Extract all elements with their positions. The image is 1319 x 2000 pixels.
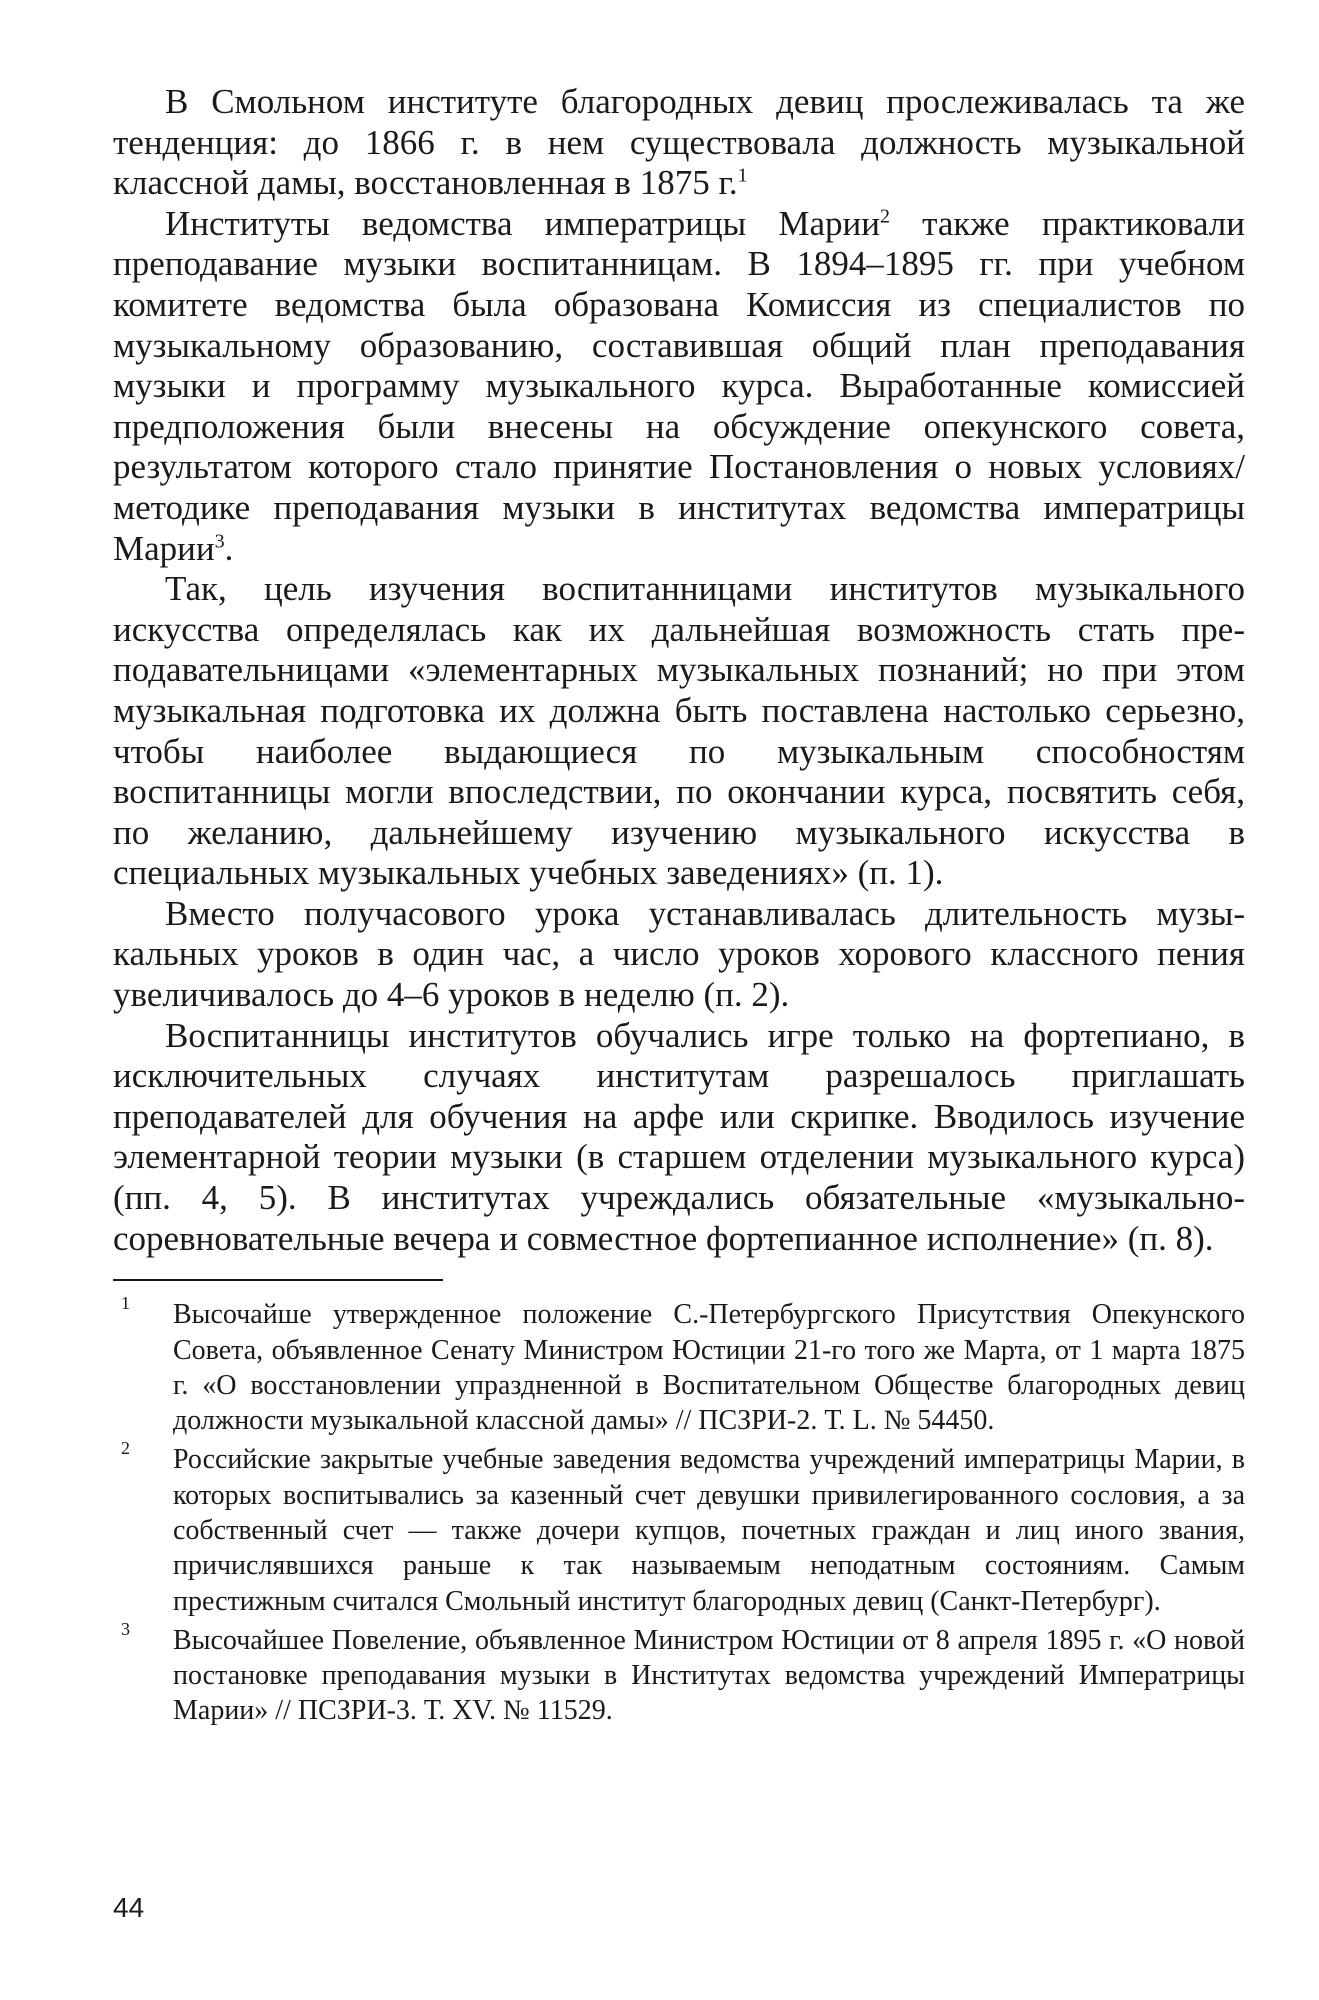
footnote-1-text: Высочайше утвержденное положение С.-Петербургского Присутствия Опекунского Совета, объявленное Сенату Министром Юстиции 21-го того же Марта, от 1 марта 1875 г. «О восстановлении упраздненной в Воспитательном Обществе благородных девиц должности музыкальной классной дамы» // ПСЗРИ-2. Т. L. № 54450. [173,1299,1245,1437]
footnote-ref-1: 1 [737,164,748,187]
footnotes [113,1293,1245,1729]
footnote-3-number: 3 [121,1618,130,1639]
paragraph-3 [113,569,1245,894]
paragraph-2-text-2: также практиковали преподавание музыки воспитанницам. В 1894–1895 гг. при учебном комитете ведомства была образована Комиссия из специалистов по музыкальному образованию, составившая общий план преподавания музыки и программу музыкального курса. Выработанные комиссией предположения были внесены на обсуждение опекунского совета, результатом которого стало принятие Постановления о новых условиях/методике преподавания музыки в институтах ведомства императрицы Марии [113,203,1245,568]
paragraph-5 [113,1016,1245,1260]
page-body [113,82,1245,1733]
footnote-3 [113,1618,1245,1729]
paragraph-2-text-3: . [224,528,234,568]
footnote-ref-2: 2 [879,205,890,228]
paragraph-2-text-1: Институты ведомства императрицы Марии [165,203,880,243]
footnote-3-text: Высочайшее Повеление, объявленное Министром Юстиции от 8 апреля 1895 г. «О новой постановке преподавания музыки в Институтах ведомства учреждений Императрицы Марии» // ПСЗРИ-3. Т. XV. № 11529. [173,1624,1245,1727]
footnote-ref-3: 3 [214,529,225,552]
footnote-1-number: 1 [121,1293,130,1314]
main-text [113,82,1245,1259]
footnote-2-text: Российские закрытые учебные заведения ведомства учреждений императрицы Марии, в которых воспитывались за казенный счет девушки привилегированного сословия, а за собственный счет — также дочери купцов, почетных граждан и лиц иного звания, причислявшихся раньше к так называемым неподатным состояниям. Самым престижным считался Смольный институт благородных девиц (Санкт-Петербург). [173,1444,1245,1617]
footnote-2-number: 2 [121,1438,130,1459]
footnote-2 [113,1438,1245,1618]
paragraph-3-text: Так, цель изучения воспитанницами институтов музыкального искусства определялась как их дальнейшая возможность стать преподавательницами «элементарных музыкальных познаний; но при этом музыкальная подготовка их должна быть поставлена настолько серьезно, чтобы наиболее выдающиеся по музыкальным способностям воспитанницы могли впоследствии, по окончании курса, посвятить себя, по желанию, дальнейшему изучению музыкального искусства в специальных музыкальных учебных заведениях» (п. 1). [113,569,1245,893]
paragraph-4-text: Вместо получасового урока устанавливалась длительность музыкальных уроков в один час, а число уроков хорового классного пения увеличивалось до 4–6 уроков в неделю (п. 2). [113,893,1245,1015]
paragraph-2 [113,204,1245,569]
paragraph-4 [113,894,1245,1016]
footnote-divider [113,1279,443,1281]
paragraph-1 [113,82,1245,204]
paragraph-1-text-1: В Смольном институте благородных девиц прослеживалась та же тенденция: до 1866 г. в нем существовала должность музыкальной классной дамы, восстановленная в 1875 г. [113,82,1245,203]
paragraph-5-text: Воспитанницы институтов обучались игре только на фортепиано, в исключительных случаях институтам разрешалось приглашать преподавателей для обучения на арфе или скрипке. Вводилось изучение элементарной теории музыки (в старшем отделении музыкального курса) (пп. 4, 5). В институтах учреждались обязательные «музыкально-соревновательные вечера и совместное фортепианное исполнение» (п. 8). [113,1015,1245,1258]
footnote-1 [113,1293,1245,1438]
page-number: 44 [113,1892,145,1923]
